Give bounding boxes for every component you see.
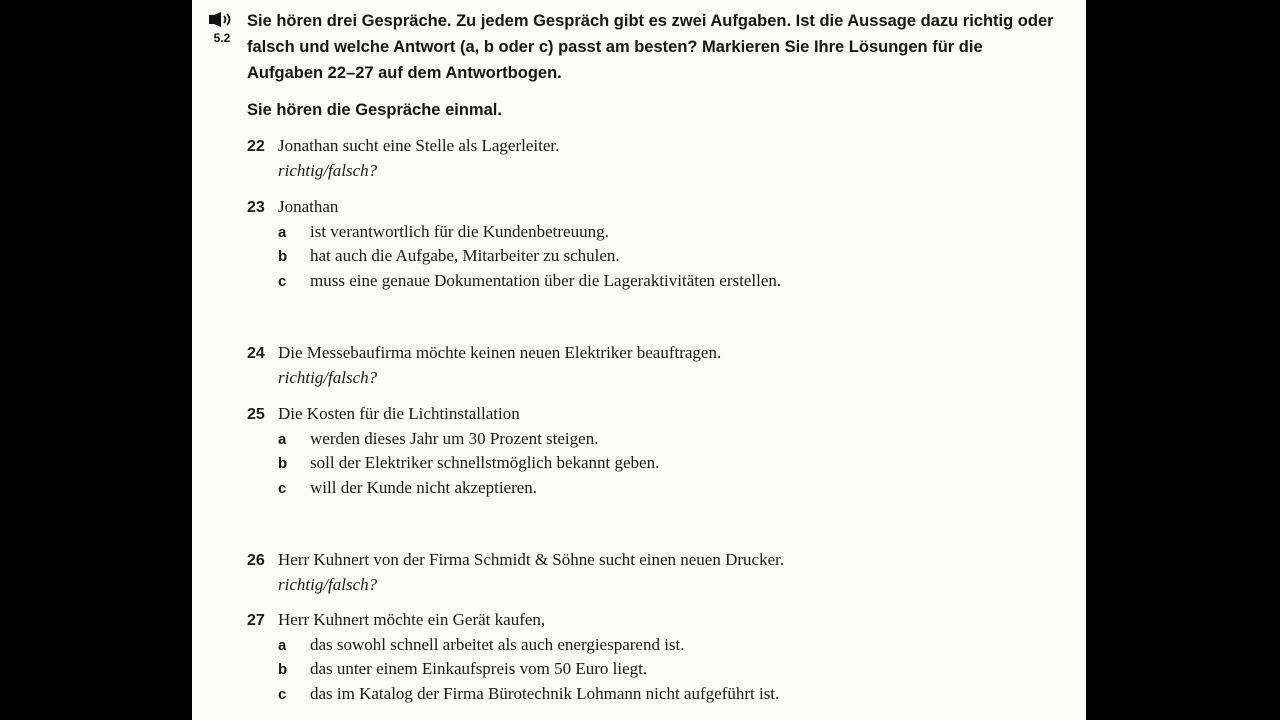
true-false-hint: richtig/falsch?	[278, 574, 378, 594]
option-c[interactable]	[247, 476, 1047, 501]
task-23	[247, 195, 1047, 293]
option-letter: a	[278, 636, 287, 654]
option-text: hat auch die Aufgabe, Mitarbeiter zu schulen.	[310, 246, 620, 265]
option-text: werden dieses Jahr um 30 Prozent steigen.	[310, 428, 599, 448]
listening-note: Sie hören die Gespräche einmal.	[247, 101, 502, 119]
task-statement: Die Kosten für die Lichtinstallation	[278, 404, 520, 423]
task-statement: Jonathan	[278, 197, 339, 216]
option-b[interactable]	[247, 244, 1047, 269]
option-b[interactable]	[247, 451, 1047, 476]
task-number: 26	[247, 552, 265, 569]
task-number: 24	[247, 345, 265, 362]
task-number: 25	[247, 406, 265, 423]
task-statement: Jonathan sucht eine Stelle als Lagerleiter.	[278, 136, 560, 155]
task-number: 22	[247, 138, 265, 155]
option-letter: b	[278, 248, 288, 265]
option-letter: b	[278, 661, 288, 678]
option-letter: b	[278, 455, 288, 472]
task-statement: Die Messebaufirma möchte keinen neuen Elektriker beauftragen.	[278, 343, 722, 362]
option-text: das unter einem Einkaufspreis vom 50 Euro liegt.	[310, 659, 648, 678]
true-false-hint: richtig/falsch?	[278, 367, 378, 387]
option-letter: c	[278, 272, 287, 290]
task-24	[247, 341, 1047, 390]
audio-track-marker[interactable]	[204, 12, 240, 45]
option-text: das im Katalog der Firma Bürotechnik Lohmann nicht aufgeführt ist.	[310, 683, 780, 703]
option-letter: c	[278, 685, 287, 703]
task-25	[247, 402, 1047, 500]
task-26	[247, 548, 1047, 597]
option-text: muss eine genaue Dokumentation über die Lageraktivitäten erstellen.	[310, 270, 782, 290]
option-a[interactable]	[247, 220, 1047, 245]
option-text: will der Kunde nicht akzeptieren.	[310, 477, 538, 497]
option-a[interactable]	[247, 427, 1047, 452]
task-22	[247, 134, 1047, 183]
task-statement: Herr Kuhnert von der Firma Schmidt & Söhne sucht einen neuen Drucker.	[278, 550, 785, 569]
task-number: 23	[247, 199, 265, 216]
true-false-hint: richtig/falsch?	[278, 160, 378, 180]
option-text: das sowohl schnell arbeitet als auch energiesparend ist.	[310, 634, 685, 654]
option-c[interactable]	[247, 682, 1047, 707]
option-letter: a	[278, 223, 287, 241]
speaker-icon	[208, 12, 236, 28]
track-number: 5.2	[213, 31, 231, 45]
option-letter: a	[278, 430, 287, 448]
task-instructions: Sie hören drei Gespräche. Zu jedem Gespräch gibt es zwei Aufgaben. Ist die Aussage dazu richtig oder falsch und welche Antwort (a, b oder c) passt am besten? Markieren Sie Ihre Lösungen für die Aufgaben 22–27 auf dem Antwortbogen.	[247, 12, 1054, 82]
task-number: 27	[247, 612, 265, 629]
option-text: ist verantwortlich für die Kundenbetreuung.	[310, 221, 609, 241]
option-text: soll der Elektriker schnellstmöglich bekannt geben.	[310, 453, 660, 472]
task-27	[247, 608, 1047, 706]
option-b[interactable]	[247, 657, 1047, 682]
option-a[interactable]	[247, 633, 1047, 658]
option-c[interactable]	[247, 269, 1047, 294]
option-letter: c	[278, 479, 287, 497]
exam-page	[192, 0, 1086, 720]
task-statement: Herr Kuhnert möchte ein Gerät kaufen,	[278, 610, 546, 629]
